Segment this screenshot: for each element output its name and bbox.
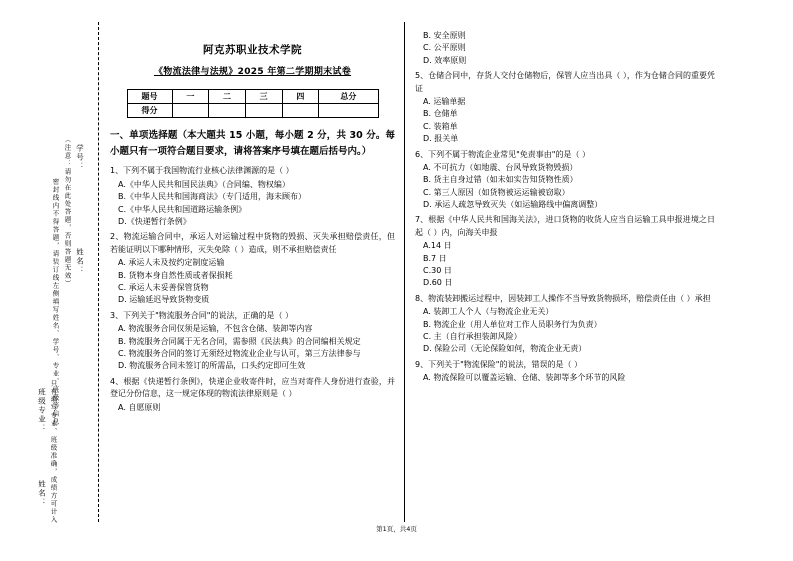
option-text: D. 物流服务合同未签订的所需品，口头约定即可生效 (118, 361, 306, 371)
right-column (415, 30, 715, 385)
option-text: D. 保险公司（无论保险如何，物流企业无责） (423, 344, 587, 354)
question-text: 4、根据《快递暂行条例》，快递企业收寄件时，应当对寄件人身份进行查验，并登记分份信息，这一规定体现的物流法律原则是（ ） (110, 376, 395, 399)
sealing-dashed-line (98, 22, 99, 522)
option-text: D. 承运人疏忽导致灭失（如运输路线中偏离调整） (423, 200, 603, 210)
left-column-body (110, 165, 395, 413)
option-text: C. 主（自行承担装卸风险） (423, 331, 522, 341)
question-text: 8、物流装卸搬运过程中，因装卸工人操作不当导致货物损坏，赔偿责任由（ ）承担 (415, 293, 711, 303)
school-name: 阿克苏职业技术学院 (203, 44, 302, 56)
option-text: C. 承运人未妥善保管货物 (118, 283, 209, 292)
option-text: C.《中华人民共和国道路运输条例》 (118, 204, 247, 214)
score-col-2: 二 (209, 90, 246, 104)
question-text: 9、下列关于"物流保险"的说法，错误的是（ ） (415, 359, 582, 369)
option-text: B.7 日 (423, 253, 447, 263)
page-title (110, 66, 395, 80)
option-text: C.30 日 (423, 266, 452, 276)
right-column-body (415, 30, 715, 385)
page-footer (0, 524, 793, 533)
option-text: C. 第三人原因（如货物被运运输被窃取） (423, 187, 570, 197)
option-text: A.14 日 (423, 241, 452, 251)
seal-text-class: 班级专业： (37, 388, 47, 433)
question-text: 3、下列关于"物流服务合同"的说法，正确的是（ ） (110, 310, 293, 320)
option-text: C. 公平原则 (423, 43, 466, 53)
option-text: D. 运输延迟导致货物变质 (118, 295, 210, 305)
score-cell-1 (172, 104, 209, 118)
option-text: B. 物流企业（用人单位对工作人员职务行为负责） (423, 319, 602, 329)
question-text: 6、下列不属于物流企业常见"免责事由"的是（ ） (415, 149, 590, 159)
option-text: A. 承运人未及按约定制度运输 (118, 258, 225, 268)
option-text: C. 装箱单 (423, 121, 458, 131)
score-col-total: 总分 (319, 90, 378, 104)
option-text: B. 货物本身自然性质或者保损耗 (118, 270, 233, 280)
table-row (127, 104, 378, 118)
score-col-3: 三 (245, 90, 282, 104)
page-title-text: 《物流法律与法规》2025 年第二学期期末试卷 (153, 67, 352, 78)
table-row (127, 90, 378, 104)
question-text: 2、物流运输合同中，承运人对运输过程中货物的毁损、灭失承担赔偿责任，但若能证明以下哪种情形，灭失免除（ ）造成，则不承担赔偿责任 (110, 232, 395, 254)
option-text: A. 运输单据 (423, 96, 466, 106)
seal-text-note3: 只有填写专业、班级准确，成绩方可计入 (49, 380, 58, 524)
score-cell-2 (209, 104, 246, 118)
seal-text-xingming2: 姓名： (37, 480, 47, 507)
score-col-1: 一 (172, 90, 209, 104)
score-table (127, 89, 379, 118)
score-cell-3 (245, 104, 282, 118)
left-column (110, 30, 395, 414)
option-text: B. 货主自身过错（如未如实告知货物性质） (423, 175, 578, 185)
seal-text-xuehao: 学号： (75, 144, 85, 171)
question-text: 1、下列不属于我国物流行业核心法律渊源的是（ ） (110, 166, 294, 176)
sealing-column (28, 18, 98, 546)
option-text: D.60 日 (423, 278, 453, 288)
seal-text-xingming: 姓名： (75, 248, 85, 275)
page-number: 第1页，共4页 (376, 525, 417, 533)
score-table-row2-label: 得分 (127, 104, 172, 118)
seal-text-note2: 密封线内不得答题，请装订线左侧填写姓名、学号、专业、班级等信息 (51, 178, 60, 426)
score-col-4: 四 (282, 90, 319, 104)
option-text: D.《快递暂行条例》 (118, 217, 191, 227)
option-text: A. 不可抗力（如地震、台风导致货物毁损） (423, 162, 578, 172)
option-text: B.《中华人民共和国海商法》（专门适用，海未顾布） (118, 192, 307, 202)
score-cell-total (319, 104, 378, 118)
option-text: D. 报关单 (423, 134, 459, 144)
option-text: C. 物流服务合同的签订无须经过物流业企业与认可，第三方法律参与 (118, 348, 361, 358)
section-1-heading: 一、单项选择题（本大题共 15 小题，每小题 2 分，共 30 分。每小题只有一项符合题目要求，请将答案序号填在题后括号内。） (110, 130, 395, 158)
option-text: B. 安全原则 (423, 31, 466, 40)
option-text: A. 物流服务合同仅须是运输，不包含仓储、装卸等内容 (118, 324, 313, 334)
option-text: A. 物流保险可以覆盖运输、仓储、装卸等多个环节的风险 (423, 373, 626, 383)
score-cell-4 (282, 104, 319, 118)
option-text: A.《中华人民共和国民法典》（合同编、物权编） (118, 179, 290, 189)
option-text: B. 仓储单 (423, 109, 458, 119)
score-table-row1-label: 题号 (127, 90, 172, 104)
option-text: D. 效率原则 (423, 55, 467, 65)
question-text: 5、仓储合同中，存货人交付仓储物后，保管人应当出具（ ），作为仓储合同的重要凭证 (415, 71, 715, 93)
option-text: B. 物流服务合同属于无名合同，需参照《民法典》的合同编相关规定 (118, 336, 361, 346)
column-divider (404, 22, 405, 522)
seal-text-note1: （注意：请勿在此处答题，否则答题无效） (63, 136, 72, 288)
option-text: A. 装卸工人个人（与物流企业无关） (423, 307, 554, 317)
option-text: A. 自愿原则 (118, 402, 161, 412)
question-text: 7、根据《中华人民共和国海关法》，进口货物的收货人应当自运输工具申报进境之日起（ ）内，向海关申报 (415, 215, 715, 237)
